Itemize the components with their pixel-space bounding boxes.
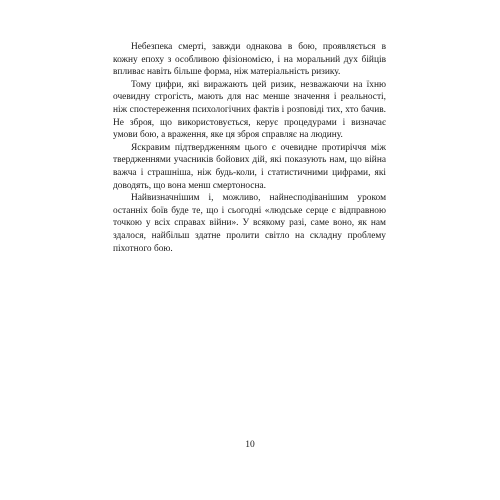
paragraph-4: Найвизначнішим і, можливо, найнесподіванішим уроком останніх боїв буде те, що і сьогодні «людське серце є відправною точкою у всіх справах війни». У всякому разі, саме воно, як нам здалося, найбільш здатне пролити світло на складну проблему піхотного бою. [113, 193, 386, 254]
paragraph-3: Яскравим підтвердженням цього є очевидне протиріччя між твердженнями учасників бойових дій, які показують нам, що війна важча і страшніша, ніж будь-коли, і статистичними цифрами, які доводять, що вона менш смертоносна. [113, 142, 386, 191]
paragraph-2: Тому цифри, які виражають цей ризик, незважаючи на їхню очевидну строгість, мають для нас менше значення і реальності, ніж спостереження психологічних фактів і розповіді тих, хто бачив. Не зброя, що використовується, керує процедурами і визначає умови бою, а враження, яке ця зброя справляє на людину. [113, 79, 386, 141]
paragraph-1: Небезпека смерті, завжди однакова в бою, проявляється в кожну епоху з особливою фізіономією, і на моральний дух бійців впливає навіть більше форма, ніж матеріальність ризику. [113, 42, 386, 78]
page-number: 10 [245, 440, 255, 450]
body-text [113, 41, 386, 255]
